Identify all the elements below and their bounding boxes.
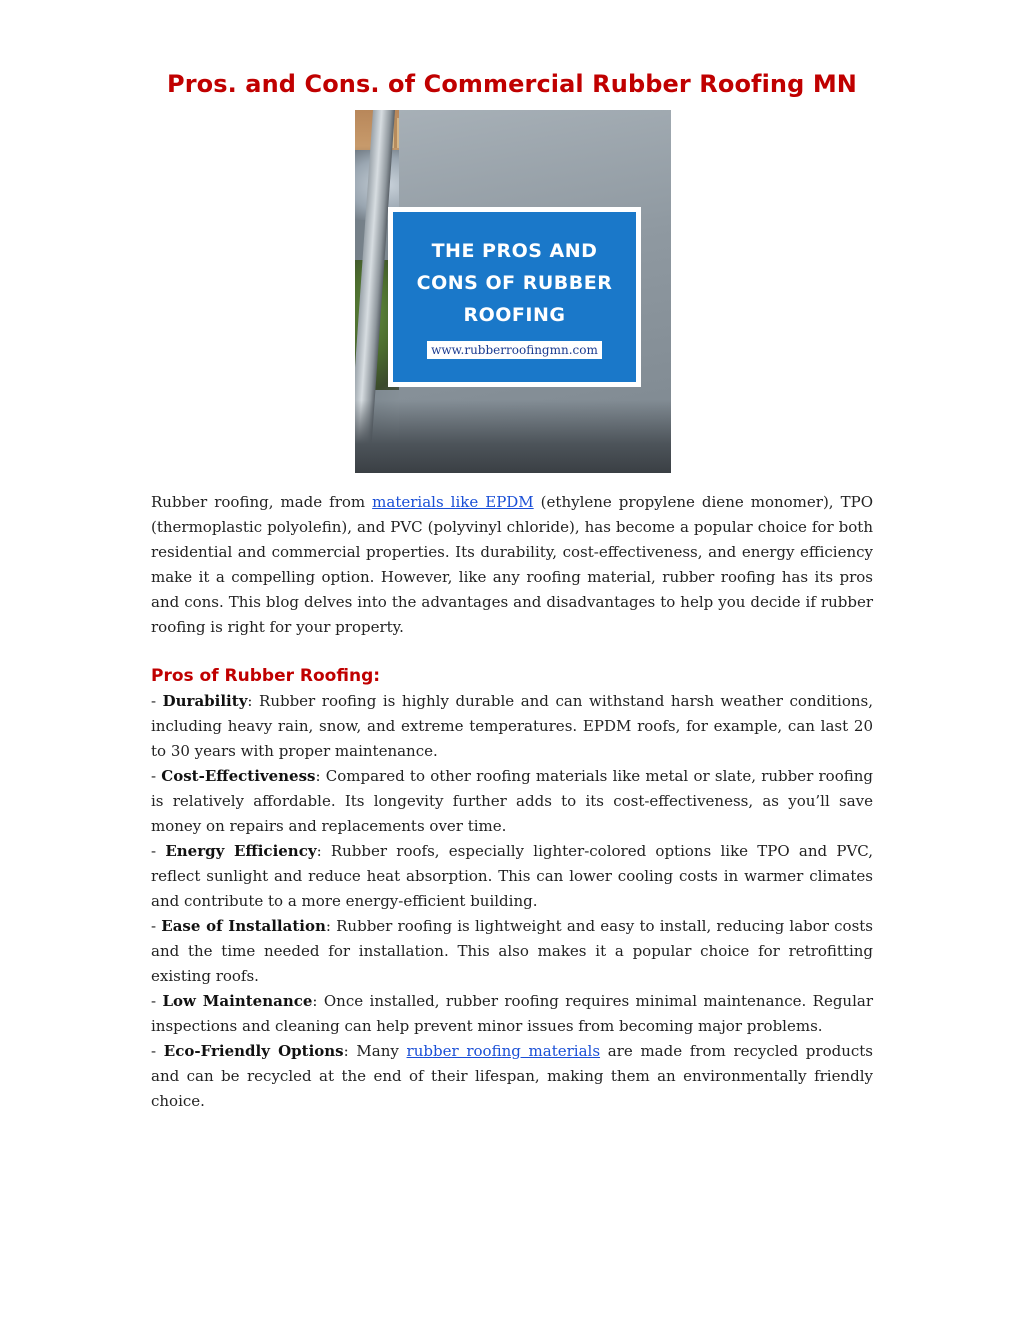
pro-term: Eco-Friendly Options (163, 1042, 344, 1060)
article-body (151, 490, 873, 1114)
hero-image (355, 110, 671, 473)
title-card-panel (393, 212, 636, 382)
intro-text-start: Rubber roofing, made from (151, 493, 373, 511)
pro-prefix: - (151, 917, 162, 935)
pro-term: Cost-Effectiveness (161, 767, 316, 785)
pro-item-durability (151, 689, 873, 764)
pro-text: : Compared to other roofing materials like metal or slate, rubber roofing is relatively affordable. Its longevity further adds to its cost-effectiveness, as you’ll save money on repairs and replacements over time. (151, 767, 873, 835)
intro-text-end: (ethylene propylene diene monomer), TPO (thermoplastic polyolefin), and PVC (polyvinyl chloride), has become a popular choice for both residential and commercial properties. Its durability, cost-effectiveness, and energy efficiency make it a compelling option. However, like any roofing material, rubber roofing has its pros and cons. This blog delves into the advantages and disadvantages to help you decide if rubber roofing is right for your property. (151, 493, 873, 636)
pro-item-maintenance (151, 989, 873, 1039)
pro-prefix: - (151, 1042, 164, 1060)
rubber-materials-link[interactable]: rubber roofing materials (406, 1042, 601, 1060)
pro-item-eco (151, 1039, 873, 1114)
card-line-2: CONS OF RUBBER (416, 272, 613, 294)
pro-item-cost (151, 764, 873, 839)
pro-item-energy (151, 839, 873, 914)
eco-text-end: are made from recycled products and can be recycled at the end of their lifespan, making them an environmentally friendly choice. (151, 1042, 873, 1110)
pro-term: Durability (162, 692, 248, 710)
pro-term: Ease of Installation (161, 917, 326, 935)
title-card (388, 207, 641, 387)
intro-paragraph (151, 490, 873, 640)
card-line-3: ROOFING (463, 304, 566, 326)
pro-prefix: - (151, 767, 162, 785)
pro-prefix: - (151, 692, 163, 710)
materials-link[interactable]: materials like EPDM (372, 493, 534, 511)
eco-text-start: : Many (343, 1042, 407, 1060)
pro-prefix: - (151, 842, 166, 860)
pro-text: : Rubber roofs, especially lighter-colored options like TPO and PVC, reflect sunlight and reduce heat absorption. This can lower cooling costs in warmer climates and contribute to a more energy-efficient building. (151, 842, 873, 910)
roof-edge (355, 400, 671, 473)
pro-text: : Once installed, rubber roofing requires minimal maintenance. Regular inspections and cleaning can help prevent minor issues from becoming major problems. (151, 992, 873, 1035)
pro-term: Energy Efficiency (165, 842, 317, 860)
card-url: www.rubberroofingmn.com (427, 341, 602, 359)
card-line-1: THE PROS AND (431, 240, 598, 262)
pros-heading: Pros of Rubber Roofing: (151, 666, 381, 686)
pro-text: : Rubber roofing is lightweight and easy to install, reducing labor costs and the time needed for installation. This also makes it a popular choice for retrofitting existing roofs. (151, 917, 873, 985)
pro-text: : Rubber roofing is highly durable and can withstand harsh weather conditions, including heavy rain, snow, and extreme temperatures. EPDM roofs, for example, can last 20 to 30 years with proper maintenance. (151, 692, 873, 760)
page-title: Pros. and Cons. of Commercial Rubber Roofing MN (167, 70, 857, 98)
pro-item-installation (151, 914, 873, 989)
pro-prefix: - (151, 992, 163, 1010)
pro-term: Low Maintenance (162, 992, 313, 1010)
